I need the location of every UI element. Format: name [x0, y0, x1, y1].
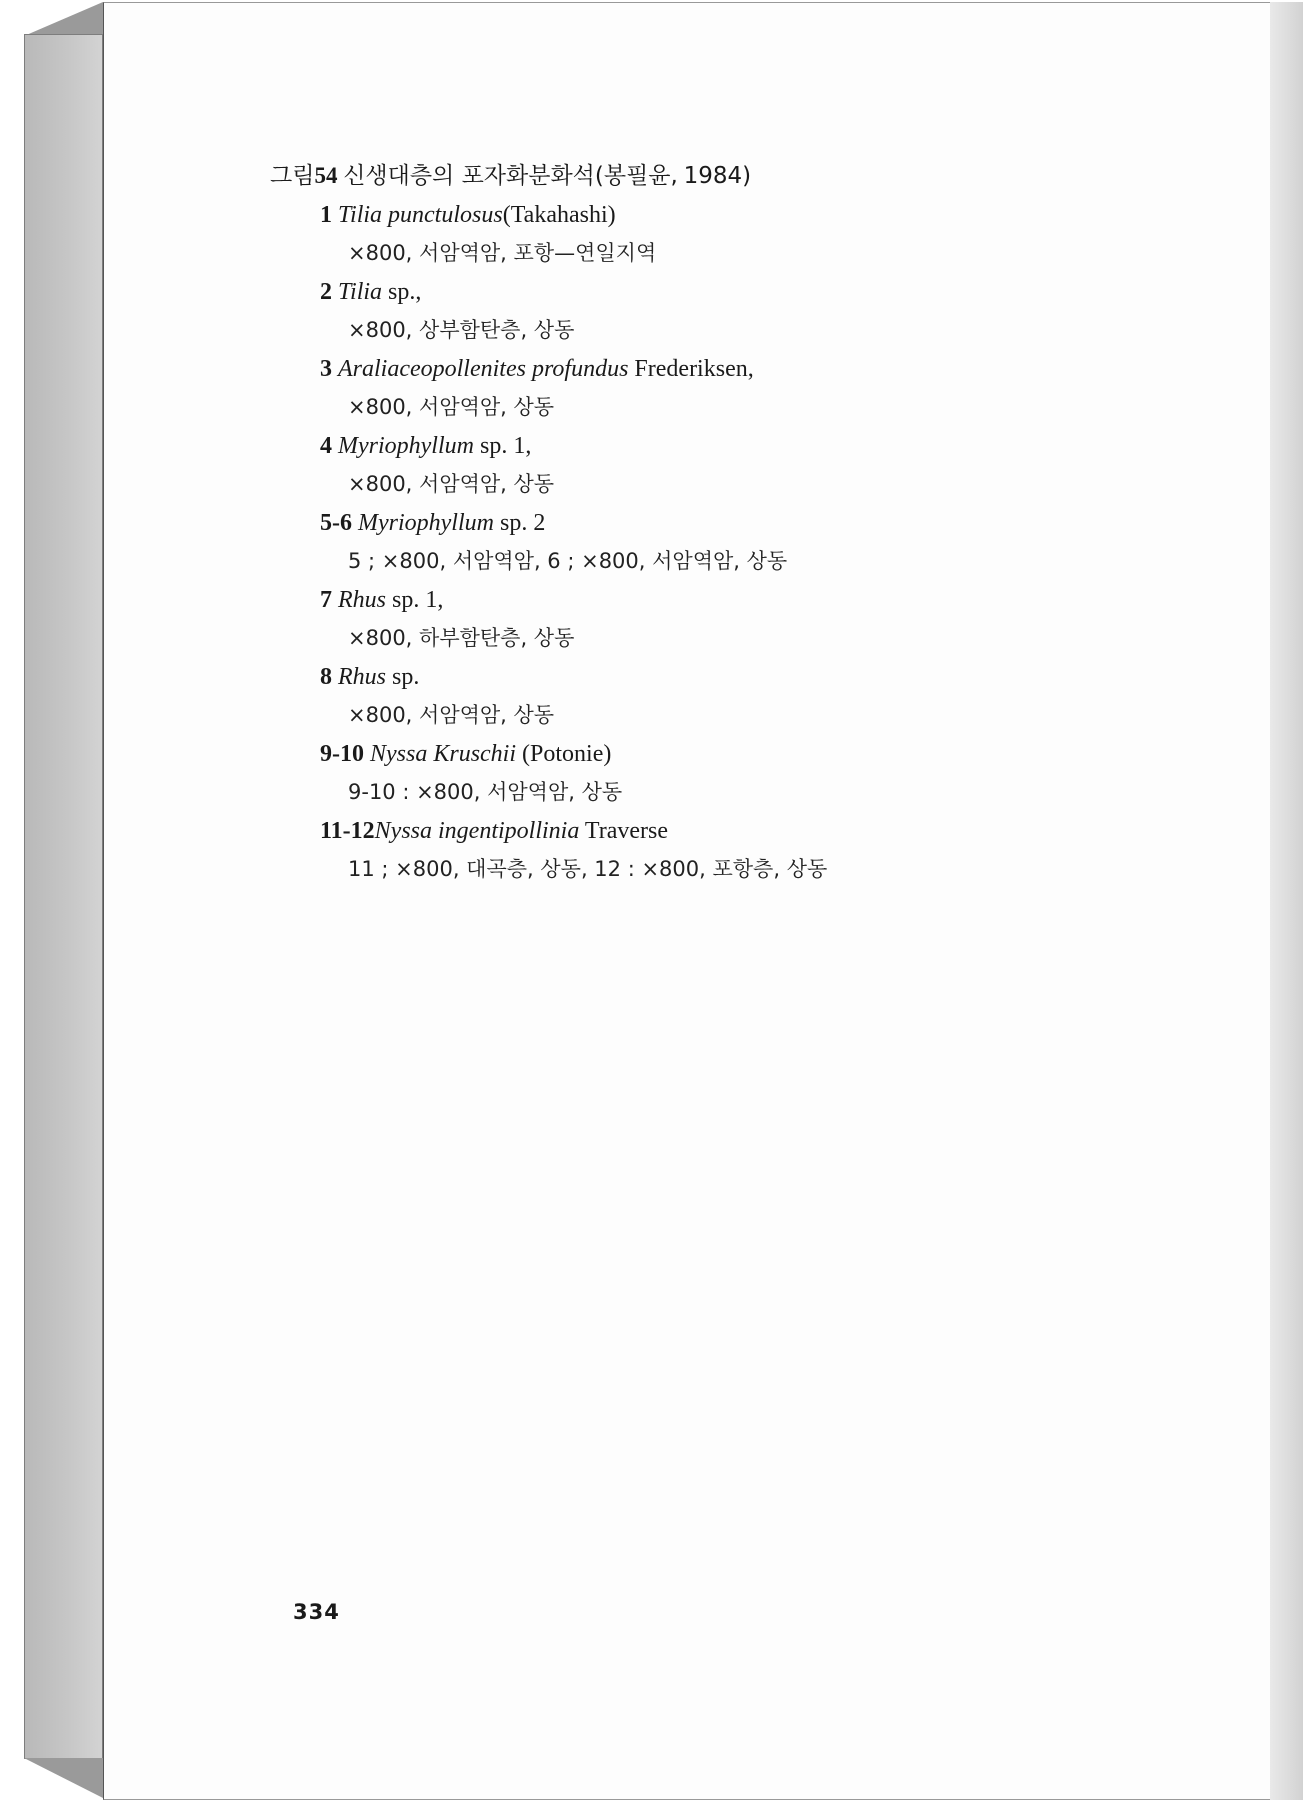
specimen-item: [320, 812, 1050, 889]
book-spine-edge: [24, 34, 103, 1759]
figure-caption: [270, 158, 1050, 194]
caption-title: 신생대층의 포자화분화석(봉필윤,: [343, 163, 678, 189]
specimen-detail: ×800, 서암역암, 상동: [348, 395, 555, 419]
specimen-detail: ×800, 상부함탄층, 상동: [348, 318, 575, 342]
specimen-number: 9-10: [320, 741, 364, 767]
specimen-list: [270, 196, 1050, 889]
specimen-detail: ×800, 서암역암, 포항—연일지역: [348, 241, 657, 265]
specimen-item: [320, 196, 1050, 273]
caption-year: 1984): [683, 163, 752, 189]
specimen-scientific-name: Myriophyllum: [358, 510, 494, 536]
specimen-item: [320, 273, 1050, 350]
specimen-heading: [320, 196, 1050, 234]
specimen-author: (Takahashi): [502, 202, 616, 228]
specimen-heading: [320, 273, 1050, 311]
specimen-number: 8: [320, 664, 332, 690]
specimen-heading: [320, 735, 1050, 773]
specimen-scientific-name: Rhus: [338, 587, 386, 613]
caption-number: 54: [314, 163, 338, 188]
specimen-scientific-name: Myriophyllum: [338, 433, 474, 459]
specimen-author: sp. 1,: [386, 587, 444, 613]
specimen-detail: ×800, 서암역암, 상동: [348, 472, 555, 496]
specimen-heading: [320, 658, 1050, 696]
figure-caption-block: [270, 158, 1050, 889]
specimen-detail: ×800, 하부함탄층, 상동: [348, 626, 575, 650]
specimen-detail: 5 ; ×800, 서암역암, 6 ; ×800, 서암역암, 상동: [348, 549, 788, 573]
specimen-scientific-name: Nyssa Kruschii: [370, 741, 517, 767]
specimen-heading: [320, 581, 1050, 619]
specimen-author: sp. 1,: [473, 433, 532, 459]
specimen-heading: [320, 504, 1050, 542]
specimen-item: [320, 350, 1050, 427]
book-edge-top: [24, 2, 103, 36]
specimen-item: [320, 735, 1050, 812]
specimen-detail: 11 ; ×800, 대곡층, 상동, 12 : ×800, 포항층, 상동: [348, 857, 828, 881]
specimen-number: 3: [320, 356, 332, 382]
page-number: 334: [293, 1600, 340, 1624]
specimen-author: Frederiksen,: [628, 356, 754, 382]
specimen-number: 5-6: [320, 510, 352, 536]
specimen-number: 7: [320, 587, 332, 613]
specimen-detail: ×800, 서암역암, 상동: [348, 703, 555, 727]
specimen-number: 1: [320, 202, 332, 228]
specimen-scientific-name: Tilia punctulosus: [338, 202, 503, 228]
specimen-heading: [320, 812, 1050, 850]
specimen-author: sp.,: [382, 279, 422, 305]
caption-prefix: 그림: [270, 163, 315, 189]
specimen-scientific-name: Rhus: [338, 664, 386, 690]
specimen-item: [320, 658, 1050, 735]
specimen-scientific-name: Nyssa ingentipollinia: [374, 818, 580, 844]
specimen-heading: [320, 427, 1050, 465]
specimen-number: 2: [320, 279, 332, 305]
specimen-number: 4: [320, 433, 332, 459]
specimen-heading: [320, 350, 1050, 388]
specimen-item: [320, 504, 1050, 581]
specimen-scientific-name: Tilia: [338, 279, 383, 305]
book-edge-bottom: [24, 1758, 103, 1798]
specimen-item: [320, 581, 1050, 658]
specimen-detail: 9-10 : ×800, 서암역암, 상동: [348, 780, 623, 804]
specimen-item: [320, 427, 1050, 504]
specimen-author: sp.: [386, 664, 420, 690]
specimen-scientific-name: Araliaceopollenites profundus: [338, 356, 629, 382]
specimen-author: Traverse: [579, 818, 669, 844]
page-right-shadow: [1270, 2, 1303, 1800]
specimen-author: sp. 2: [493, 510, 546, 536]
specimen-number: 11-12: [320, 818, 375, 844]
specimen-author: (Potonie): [516, 741, 612, 767]
